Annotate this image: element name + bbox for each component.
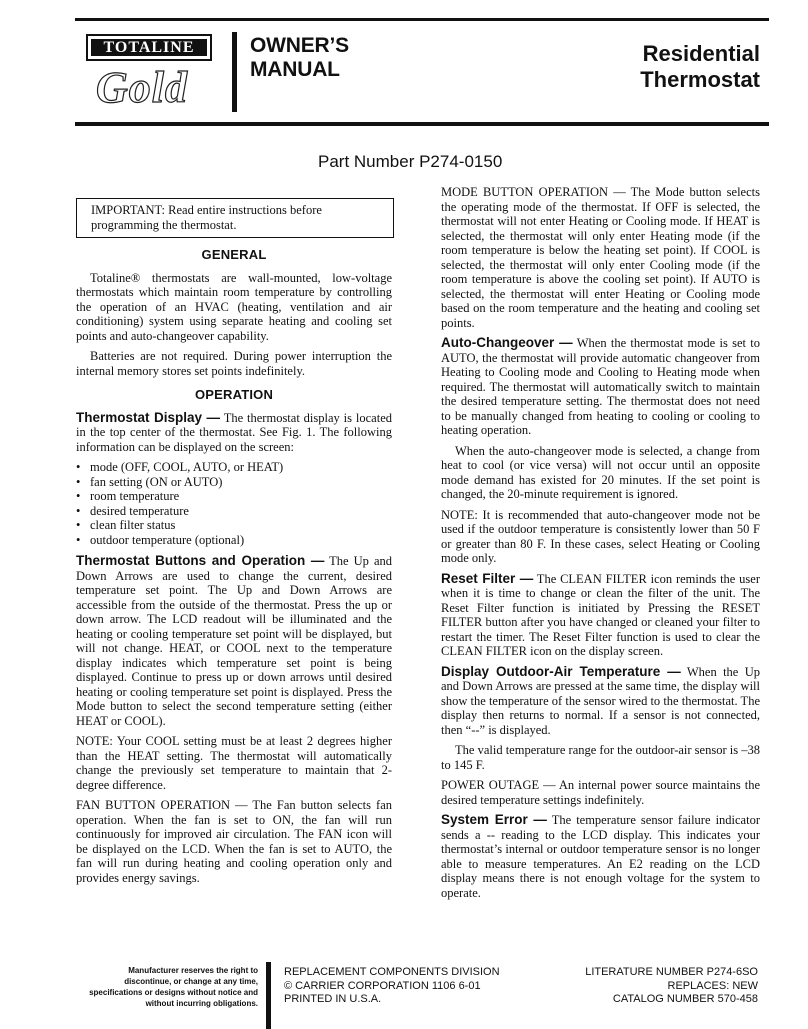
top-rule (75, 18, 769, 21)
right-column (441, 185, 760, 906)
cool-setting-note: NOTE: Your COOL setting must be at least 2 degrees higher than the HEAT setting. The thermostat will automatically change the previously set temperature to maintain that 2-degree difference. (76, 734, 392, 792)
reset-filter-subhead: Reset Filter — (441, 570, 534, 586)
footer-right-line3: CATALOG NUMBER 570-458 (612, 993, 758, 1005)
general-paragraph-2: Batteries are not required. During power interruption the internal memory stores set points indefinitely. (76, 349, 392, 378)
system-error-subhead: System Error — (441, 812, 547, 827)
important-notice-box (76, 198, 394, 238)
list-item: • desired temperature (76, 504, 392, 519)
logo-brand-text: TOTALINE (91, 39, 207, 56)
left-column (76, 198, 392, 891)
logo-brand-box (86, 34, 212, 61)
thermostat-display-paragraph (76, 411, 392, 455)
thermostat-buttons-text: The Up and Down Arrows are used to change the current, desired temperature set point. The Up and Down Arrows are accessible from the outside of the thermostat. Press the up or down arrow. The LCD readout will be illuminated and the heating or cooling temperature set point will be displayed, but will not change. HEAT, or COOL next to the temperature display indicates which temperature set point is being displayed. Continue to press up or down arrows until desired heating or cooling temperature set point is displayed. Press the Mode button to select the second temperature setting (either HEAT or COOL). (76, 554, 392, 728)
footer-mid-line1: REPLACEMENT COMPONENTS DIVISION (284, 966, 500, 978)
footer-literature-info (585, 966, 758, 1007)
footer-right-line2: REPLACES: NEW (667, 979, 758, 992)
list-item: • clean filter status (76, 518, 392, 533)
totaline-gold-logo (86, 30, 216, 115)
manual-title-line2: MANUAL (250, 58, 340, 81)
fan-button-paragraph: FAN BUTTON OPERATION — The Fan button selects fan operation. When the fan is set to ON, the fan will run continuously for improved air circulation. The FAN icon will be displayed on the LCD. When the fan is set to AUTO, the fan will run during heating and cooling operation only and provides energy savings. (76, 798, 392, 885)
list-item: • outdoor temperature (optional) (76, 533, 392, 548)
operation-heading: OPERATION (194, 387, 274, 402)
outdoor-air-text: When the Up and Down Arrows are pressed at the same time, the display will show the temperature of the sensor wired to the thermostat. The display then returns to normal. If a sensor is not connected, then “--” is displayed. (441, 664, 760, 737)
outdoor-air-paragraph (441, 665, 760, 738)
thermostat-buttons-paragraph (76, 554, 392, 728)
auto-changeover-paragraph (441, 336, 760, 438)
outdoor-air-subhead: Display Outdoor-Air Temperature — (441, 663, 681, 679)
footer-mid-line3: PRINTED IN U.S.A. (284, 993, 382, 1005)
footer-division-info (284, 966, 500, 1007)
auto-changeover-paragraph-2: When the auto-changeover mode is selected, a change from heat to cool (or vice versa) will not occur until an opposite mode demand has existed for 20 minutes. If the set point is changed, the 20-minute requirement is ignored. (441, 443, 760, 501)
header-divider-bar (232, 32, 237, 112)
general-heading: GENERAL (201, 247, 267, 262)
part-number: Part Number P274-0150 (318, 152, 503, 171)
product-title-line2: Thermostat (640, 67, 760, 92)
list-item: • mode (OFF, COOL, AUTO, or HEAT) (76, 460, 392, 475)
system-error-text: The temperature sensor failure indicator sends a -- reading to the LCD display. This indicates your thermostat’s internal or outdoor temperature sensor is no longer able to measure temperatures. An E2 reading on the LCD display means there is not enough voltage for the system to operate. (441, 813, 760, 900)
power-outage-paragraph: POWER OUTAGE — An internal power source maintains the desired temperature settings indefinitely. (441, 778, 760, 807)
system-error-paragraph (441, 813, 760, 900)
outdoor-air-range-paragraph: The valid temperature range for the outdoor-air sensor is –38 to 145 F. (441, 743, 760, 772)
auto-changeover-subhead: Auto-Changeover — (441, 335, 573, 350)
product-title (640, 41, 760, 93)
mode-button-paragraph: MODE BUTTON OPERATION — The Mode button selects the operating mode of the thermostat. If OFF is selected, the thermostat will not enter Heating or Cooling mode. If HEAT is selected, the thermostat will only enter Heating mode (if the room temperature is below the heating set point). If COOL is selected, the thermostat will only enter Cooling mode (if the room temperature is above the cooling set point). If AUTO is selected, the thermostat will enter Heating or Cooling mode based on the room temperature and the heating and cooling set points. (441, 185, 760, 330)
important-notice-text: IMPORTANT: Read entire instructions before programming the thermostat. (91, 203, 322, 232)
thermostat-display-subhead: Thermostat Display — (76, 409, 221, 425)
auto-changeover-text: When the thermostat mode is set to AUTO, the thermostat will provide automatic changeover from Heating to Cooling mode and Cooling to Heating mode when required. The thermostat will automatically switch to maintain the desired temperature setting. The thermostat does not need to be manually changed from heating to cooling or cooling to heating operation. (441, 336, 760, 437)
list-item: • room temperature (76, 489, 392, 504)
manual-title (250, 34, 349, 82)
footer-right-line1: LITERATURE NUMBER P274-6SO (585, 966, 758, 978)
footer-mid-line2: © CARRIER CORPORATION 1106 6-01 (284, 979, 481, 992)
footer-divider-bar (266, 962, 271, 1029)
list-item: • fan setting (ON or AUTO) (76, 475, 392, 490)
general-paragraph-1: Totaline® thermostats are wall-mounted, low-voltage thermostats which maintain room temperature by controlling the operation of an HVAC (heating, ventilation and air conditioning) system using separate heating and cooling set points and auto-changeover capability. (76, 270, 392, 343)
footer-disclaimer: Manufacturer reserves the right to discontinue, or change at any time, specifications or designs without notice and without incurring obligations. (89, 966, 258, 1008)
manual-title-line1: OWNER’S (250, 34, 349, 57)
logo-gold-script: Gold (96, 63, 188, 112)
auto-changeover-note: NOTE: It is recommended that auto-changeover mode not be used if the outdoor temperature is consistently lower than 50 F or greater than 80 F. In these cases, select Heating or Cooling mode only. (441, 507, 760, 565)
reset-filter-text: The CLEAN FILTER icon reminds the user when it is time to change or clean the filter of the unit. The Reset Filter function is initiated by Pressing the RESET FILTER button after you have changed or cleaned your filter to restart the timer. The Reset Filter function is used to clear the CLEAN FILTER icon on the display screen. (441, 571, 760, 658)
thermostat-display-text: The thermostat display is located in the top center of the thermostat. See Fig. 1. The following information can be displayed on the screen: (76, 410, 392, 454)
header-rule (75, 122, 769, 126)
thermostat-buttons-subhead: Thermostat Buttons and Operation — (76, 553, 325, 568)
reset-filter-paragraph (441, 572, 760, 659)
display-info-list (76, 460, 392, 547)
product-title-line1: Residential (642, 41, 760, 66)
